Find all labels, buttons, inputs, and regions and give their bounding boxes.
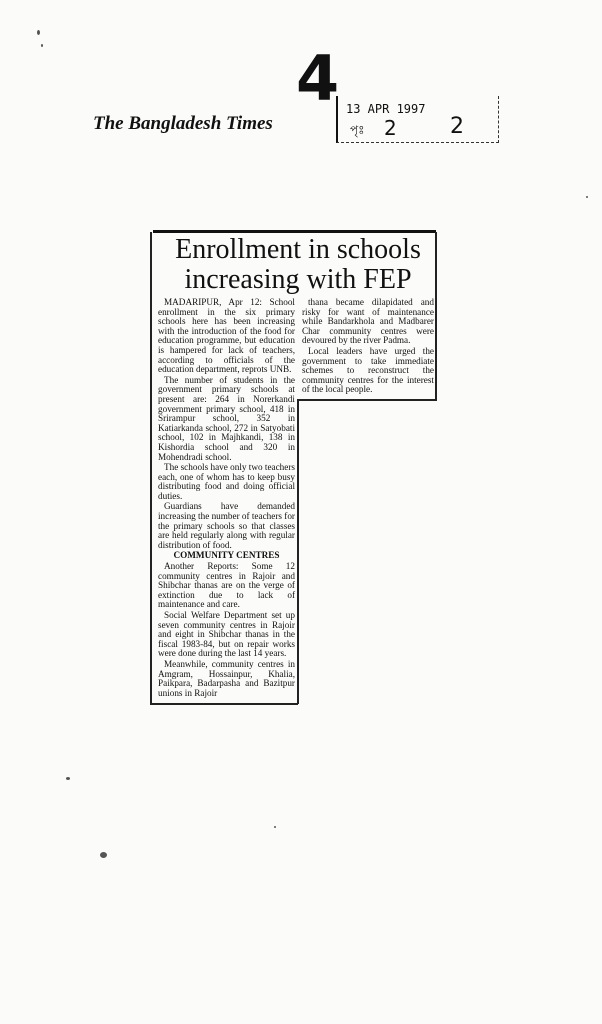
headline-line-2: increasing with FEP — [184, 264, 412, 295]
headline-line-1: Enrollment in schools — [175, 234, 421, 265]
article-subhead: COMMUNITY CENTRES — [173, 550, 280, 561]
scan-speck — [66, 777, 70, 780]
paragraph: The number of students in the government primary schools at present are: 264 in Norerkandi government primary school, 418 in Srirampur school, 352 in Katiarkanda school, 272 in Satyobati school, 102 in Majhkandi, 138 in Kishordia school and 320 in Mohendradi school. — [158, 374, 295, 462]
paragraph: Another Reports: Some 12 community centres in Rajoir and Shibchar thanas are on the verge of extinction due to lack of maintenance and care. — [158, 561, 295, 610]
scan-speck — [41, 44, 43, 47]
paragraph: Social Welfare Department set up seven community centres in Rajoir and eight in Shibchar thanas in the fiscal 1983-84, but on repair works were done during the last 14 years. — [158, 610, 295, 659]
scan-speck — [274, 826, 276, 828]
clipping-right-edge — [297, 400, 299, 704]
clipping-step-edge — [297, 399, 437, 401]
paragraph: Guardians have demanded increasing the number of teachers for the primary schools so that classes are held regularly along with regular distribution of food. — [158, 501, 295, 550]
stamp-page: 2 — [384, 116, 397, 140]
date-stamp — [336, 96, 499, 143]
scan-speck — [586, 196, 588, 198]
clipping-left-edge — [150, 232, 152, 704]
paragraph: The schools have only two teachers each, one of whom has to keep busy distributing food and doing official duties. — [158, 462, 295, 501]
stamp-date: 13 APR 1997 — [346, 102, 426, 116]
scan-speck — [37, 30, 40, 35]
paragraph: MADARIPUR, Apr 12: School enrollment in the six primary schools here has been increasing with the introduction of the food for education programme, but education is hampered for lack of teachers, according to officials of the education department, reprots UNB. — [158, 297, 295, 375]
article-column-1 — [158, 298, 295, 699]
newspaper-name: The Bangladesh Times — [93, 113, 273, 134]
clipping-top-rule — [153, 230, 436, 233]
clipping-bottom-edge — [150, 703, 298, 705]
handwritten-page-number: 4 — [296, 42, 340, 115]
paragraph: thana became dilapidated and risky for want of maintenance while Bandarkhola and Madbarer Char community centres were devoured by the river Padma. — [302, 297, 434, 346]
scan-speck — [100, 852, 107, 858]
stamp-page-label: পৃঃ — [350, 123, 365, 137]
paragraph: Meanwhile, community centres in Amgram, Hossainpur, Khalia, Paikpara, Badarpasha and Bazitpur unions in Rajoir — [158, 658, 295, 698]
article-column-2 — [302, 298, 434, 396]
article-headline — [158, 235, 438, 295]
paragraph: Local leaders have urged the government to take immediate schemes to reconstruct the community centres for the interest of the local people. — [302, 345, 434, 395]
stamp-column: 2 — [450, 114, 464, 139]
